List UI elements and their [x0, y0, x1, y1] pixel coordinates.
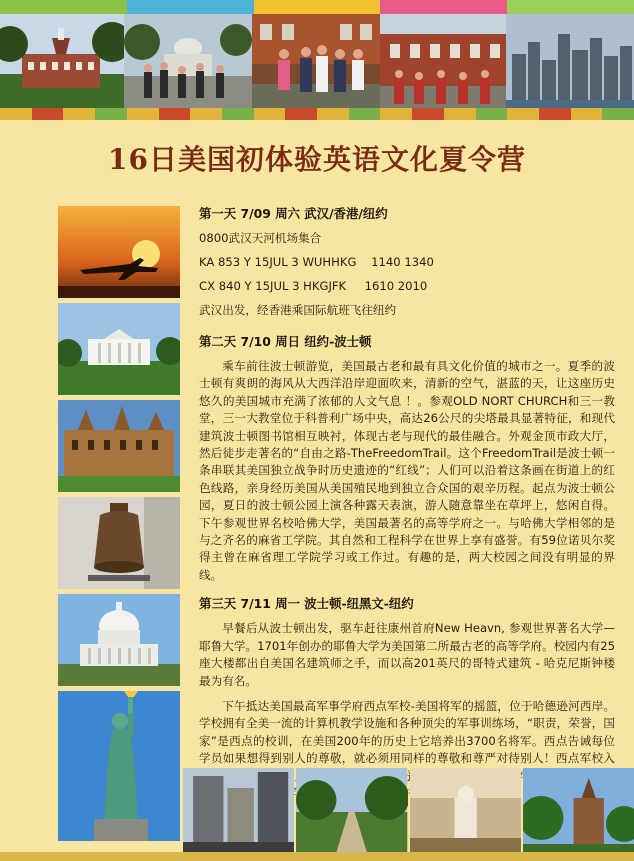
decorative-stripe [0, 108, 634, 120]
page-title: 16日美国初体验英语文化夏令营 [108, 143, 526, 176]
photo-city-skyline [506, 14, 634, 114]
bottom-color-bar [0, 852, 634, 861]
day-1-line: 0800武汉天河机场集合 [199, 231, 322, 245]
day-1-line: 武汉出发，经香港乘国际航班飞往纽约 [199, 303, 397, 317]
itinerary-content [199, 204, 615, 812]
photo-group-red-building [380, 14, 506, 114]
photo-white-house [58, 303, 180, 395]
header-photo-strip [0, 14, 634, 114]
photo-street-buildings [183, 768, 294, 852]
photo-campus-path [296, 768, 407, 852]
photo-indoor-sculpture [410, 768, 521, 852]
photo-students-campus [252, 14, 380, 114]
photo-statue-of-liberty [58, 691, 180, 841]
top-color-bar [0, 0, 634, 14]
day-2-heading: 第二天 7/10 周日 纽约-波士顿 [199, 334, 372, 349]
photo-campus-building [58, 400, 180, 492]
photo-airplane-sunset [58, 206, 180, 298]
day-2-section [199, 332, 615, 584]
footer-photo-strip [183, 768, 634, 852]
day-1-section [199, 204, 615, 318]
day-1-heading: 第一天 7/09 周六 武汉/香港/纽约 [199, 206, 388, 221]
day-1-line: CX 840 Y 15JUL 3 HKGJFK 1610 2010 [199, 279, 428, 293]
photo-university-building [0, 14, 124, 114]
day-1-line: KA 853 Y 15JUL 3 WUHHKG 1140 1340 [199, 255, 434, 269]
photo-capitol-dome [58, 594, 180, 686]
photo-capitol-group [124, 14, 252, 114]
day-2-paragraph: 乘车前往波士顿游览，美国最古老和最有具文化价值的城市之一。夏季的波士顿有爽朗的海风从大西洋沿岸迎面吹来，清新的空气，湛蓝的天，让这座历史悠久的美国城市充满了浓郁的人文气息 ！。参观OLD NORT CHURCH和三一教堂，三一大教堂位于科普利广场中央，高达26公尺的尖塔最具显著特征，和现代建筑波士顿图书馆相互映衬，体现古老与现代的最佳融合。外观金顶市政大厅，然后徒步走著名的“自由之路-TheFreedomTrail。这个FreedomTrail是波士顿一条串联其美国独立战争时历史遗迹的“红线”；人们可以沿着这条画在街道上的红色线路，亲身经历美国从美国殖民地到独立合众国的艰辛历程。起点为波士顿公园，夏日的波士顿公园上演各种露天表演，游人随意靠坐在草坪上，悠闲自得。下午参观世界名校哈佛大学，美国最著名的高等学府之一。与哈佛大学相邻的是与之齐名的麻省工学院。其自然和工程科学在世界上享有盛誉。有59位诺贝尔奖得主曾在麻省理工学院学习或工作过。有趣的是，两大校园之间没有明显的界线。 [199, 359, 615, 582]
day-3-paragraph: 下午抵达美国最高军事学府西点军校-美国将军的摇篮，位于哈德逊河西岸。学校拥有全美一流的计算机教学设施和各种顶尖的军事训练场，“职责，荣誉，国家”是西点的校训，在美国200年的历史上它培养出3700名将军。西点告诫每位学员如果想得到别人的尊敬，就必须用同样的尊敬和尊严对待别人！西点军校入 [199, 698, 615, 766]
photo-liberty-bell [58, 497, 180, 589]
day-3-paragraph: 早餐后从波士顿出发，驱车赶往康州首府New Heavn, 参观世界著名大学—耶鲁大学。1701年创办的耶鲁大学为美国第二所最古老的高等学府。校园内有25座大楼都出自美国名建筑师之手，而以高201英尺的哥特式建筑 - 哈克尼斯钟楼最为有名。 [199, 621, 615, 688]
day-3-heading: 第三天 7/11 周一 波士顿-纽黑文-纽约 [199, 596, 414, 612]
photo-church-trees [523, 768, 634, 852]
side-photo-column [58, 206, 180, 846]
